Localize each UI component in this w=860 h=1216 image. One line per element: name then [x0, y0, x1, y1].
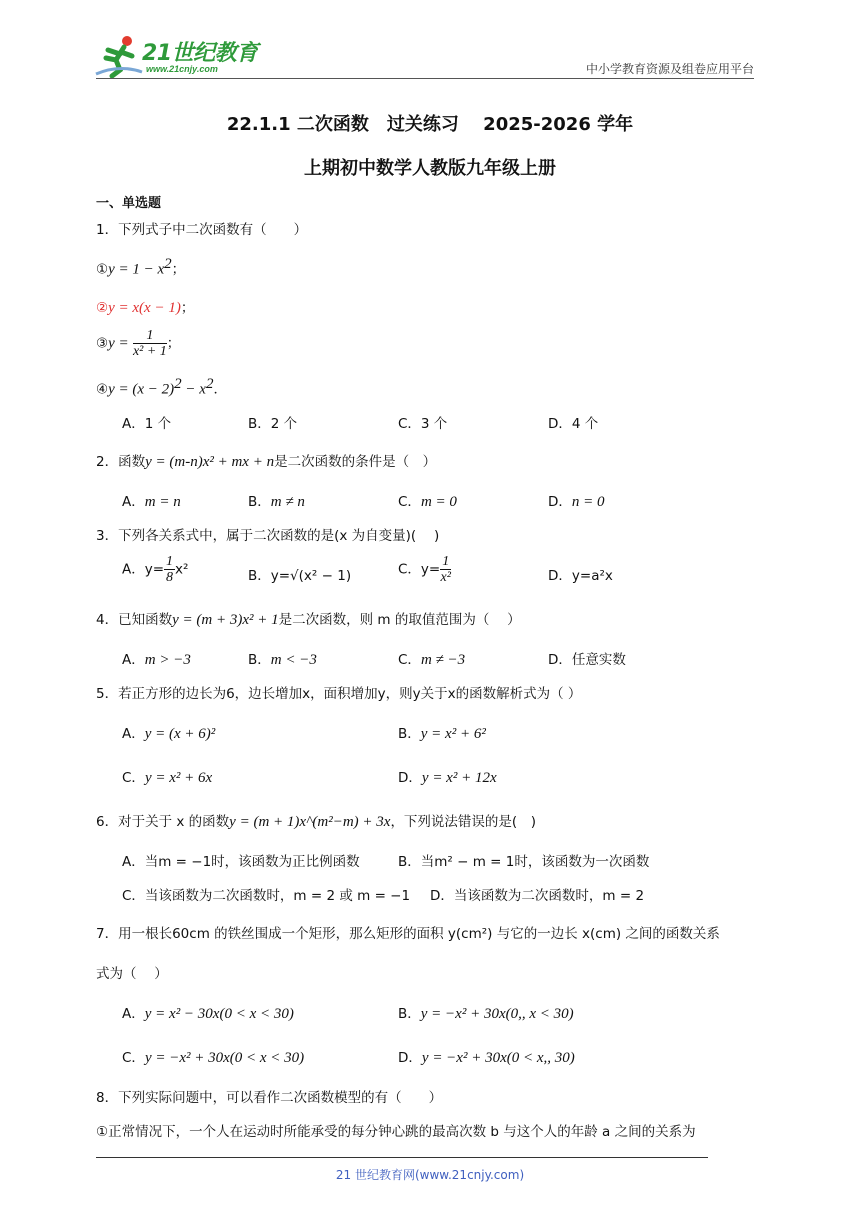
- q4-option-b[interactable]: B．m < −3: [248, 652, 317, 668]
- q3-option-b[interactable]: B．y=√(x² − 1): [248, 568, 352, 584]
- q1-item-3: ③y = $\frac{1}{\text{x² + 1}}$ ；: [96, 328, 181, 359]
- question-2-stem: 2．函数y = (m-n)x² + mx + n是二次函数的条件是（ ）: [96, 454, 437, 470]
- q8-item-1: ①正常情况下，一个人在运动时所能承受的每分钟心跳的最高次数 b 与这个人的年龄 a 之间的关系为: [96, 1124, 696, 1140]
- question-7-stem-line2: 式为（ ）: [96, 966, 168, 982]
- q2-option-b[interactable]: B．m ≠ n: [248, 494, 305, 510]
- q7-option-b[interactable]: B．y = −x² + 30x(0,, x < 30): [398, 1006, 574, 1022]
- q1-item-1: ①y = $1 - x^2$；: [96, 256, 186, 278]
- q6-option-b[interactable]: B．当m² − m = 1时，该函数为一次函数: [398, 854, 650, 870]
- page-title-line1: 22.1.1 二次函数 过关练习 2025-2026 学年: [226, 114, 634, 135]
- question-7-stem-line1: 7．用一根长60cm 的铁丝围成一个矩形，那么矩形的面积 y(cm²) 与它的一边长 x(cm) 之间的函数关系: [96, 926, 720, 942]
- q7-option-a[interactable]: A．y = x² − 30x(0 < x < 30): [122, 1006, 294, 1022]
- platform-name: 中小学教育资源及组卷应用平台: [585, 62, 754, 76]
- q2-option-c[interactable]: C．m = 0: [398, 494, 457, 510]
- site-logo: [94, 34, 264, 78]
- logo-brand-text: 21世纪教育: [142, 41, 258, 66]
- question-6-stem: 6．对于关于 x 的函数y = (m + 1)x^(m²−m) + 3x，下列说法错误的是( ): [96, 814, 536, 830]
- q7-option-d[interactable]: D．y = −x² + 30x(0 < x,, 30): [398, 1050, 575, 1066]
- q1-item-4: ④y = $(x - 2)^2 - x^2$．: [96, 376, 227, 398]
- q1-option-b[interactable]: B．2 个: [248, 416, 298, 432]
- q3-option-a[interactable]: A．y= $\frac{1}{8}$ x²: [122, 554, 189, 585]
- question-3-stem: 3．下列各关系式中，属于二次函数的是(x 为自变量)( ): [96, 528, 440, 544]
- q1-option-a[interactable]: A．1 个: [122, 416, 172, 432]
- q4-option-a[interactable]: A．m > −3: [122, 652, 191, 668]
- q5-option-a[interactable]: A．y = (x + 6)²: [122, 726, 216, 742]
- q7-option-c[interactable]: C．y = −x² + 30x(0 < x < 30): [122, 1050, 305, 1066]
- question-1-stem: 1．下列式子中二次函数有（ ）: [96, 222, 308, 238]
- q1-item-2: ②y = x(x − 1)；: [96, 300, 195, 316]
- q5-option-b[interactable]: B．y = x² + 6²: [398, 726, 486, 742]
- header-divider: [96, 78, 754, 79]
- q5-option-d[interactable]: D．y = x² + 12x: [398, 770, 497, 786]
- q1-option-c[interactable]: C．3 个: [398, 416, 448, 432]
- q6-option-d[interactable]: D．当该函数为二次函数时，m = 2: [430, 888, 645, 904]
- q4-option-d[interactable]: D．任意实数: [548, 652, 626, 668]
- question-8-stem: 8．下列实际问题中，可以看作二次函数模型的有（ ）: [96, 1090, 443, 1106]
- q3-option-d[interactable]: D．y=a²x: [548, 568, 613, 584]
- q4-option-c[interactable]: C．m ≠ −3: [398, 652, 466, 668]
- q1-option-d[interactable]: D．4 个: [548, 416, 599, 432]
- question-5-stem: 5．若正方形的边长为6，边长增加x，面积增加y，则y关于x的函数解析式为（ ）: [96, 686, 582, 702]
- section-heading: 一、单选题: [96, 196, 162, 211]
- logo-url-text: www.21cnjy.com: [146, 64, 218, 74]
- question-4-stem: 4．已知函数y = (m + 3)x² + 1是二次函数，则 m 的取值范围为（ ）: [96, 612, 521, 628]
- q6-option-a[interactable]: A．当m = −1时，该函数为正比例函数: [122, 854, 360, 870]
- q1-item3-fraction: $\frac{1}{\text{x² + 1}}$: [132, 328, 167, 359]
- footer-divider: [96, 1157, 708, 1158]
- q6-option-c[interactable]: C．当该函数为二次函数时，m = 2 或 m = −1: [122, 888, 411, 904]
- footer-link[interactable]: 21 世纪教育网(www.21cnjy.com): [335, 1168, 525, 1182]
- q3-option-c[interactable]: C．y= $\frac{1}{\text{x²}}$: [398, 554, 451, 585]
- runner-icon: [94, 34, 144, 78]
- q5-option-c[interactable]: C．y = x² + 6x: [122, 770, 213, 786]
- q2-option-a[interactable]: A．m = n: [122, 494, 181, 510]
- page-title-line2: 上期初中数学人教版九年级上册: [304, 158, 556, 179]
- q2-option-d[interactable]: D．n = 0: [548, 494, 605, 510]
